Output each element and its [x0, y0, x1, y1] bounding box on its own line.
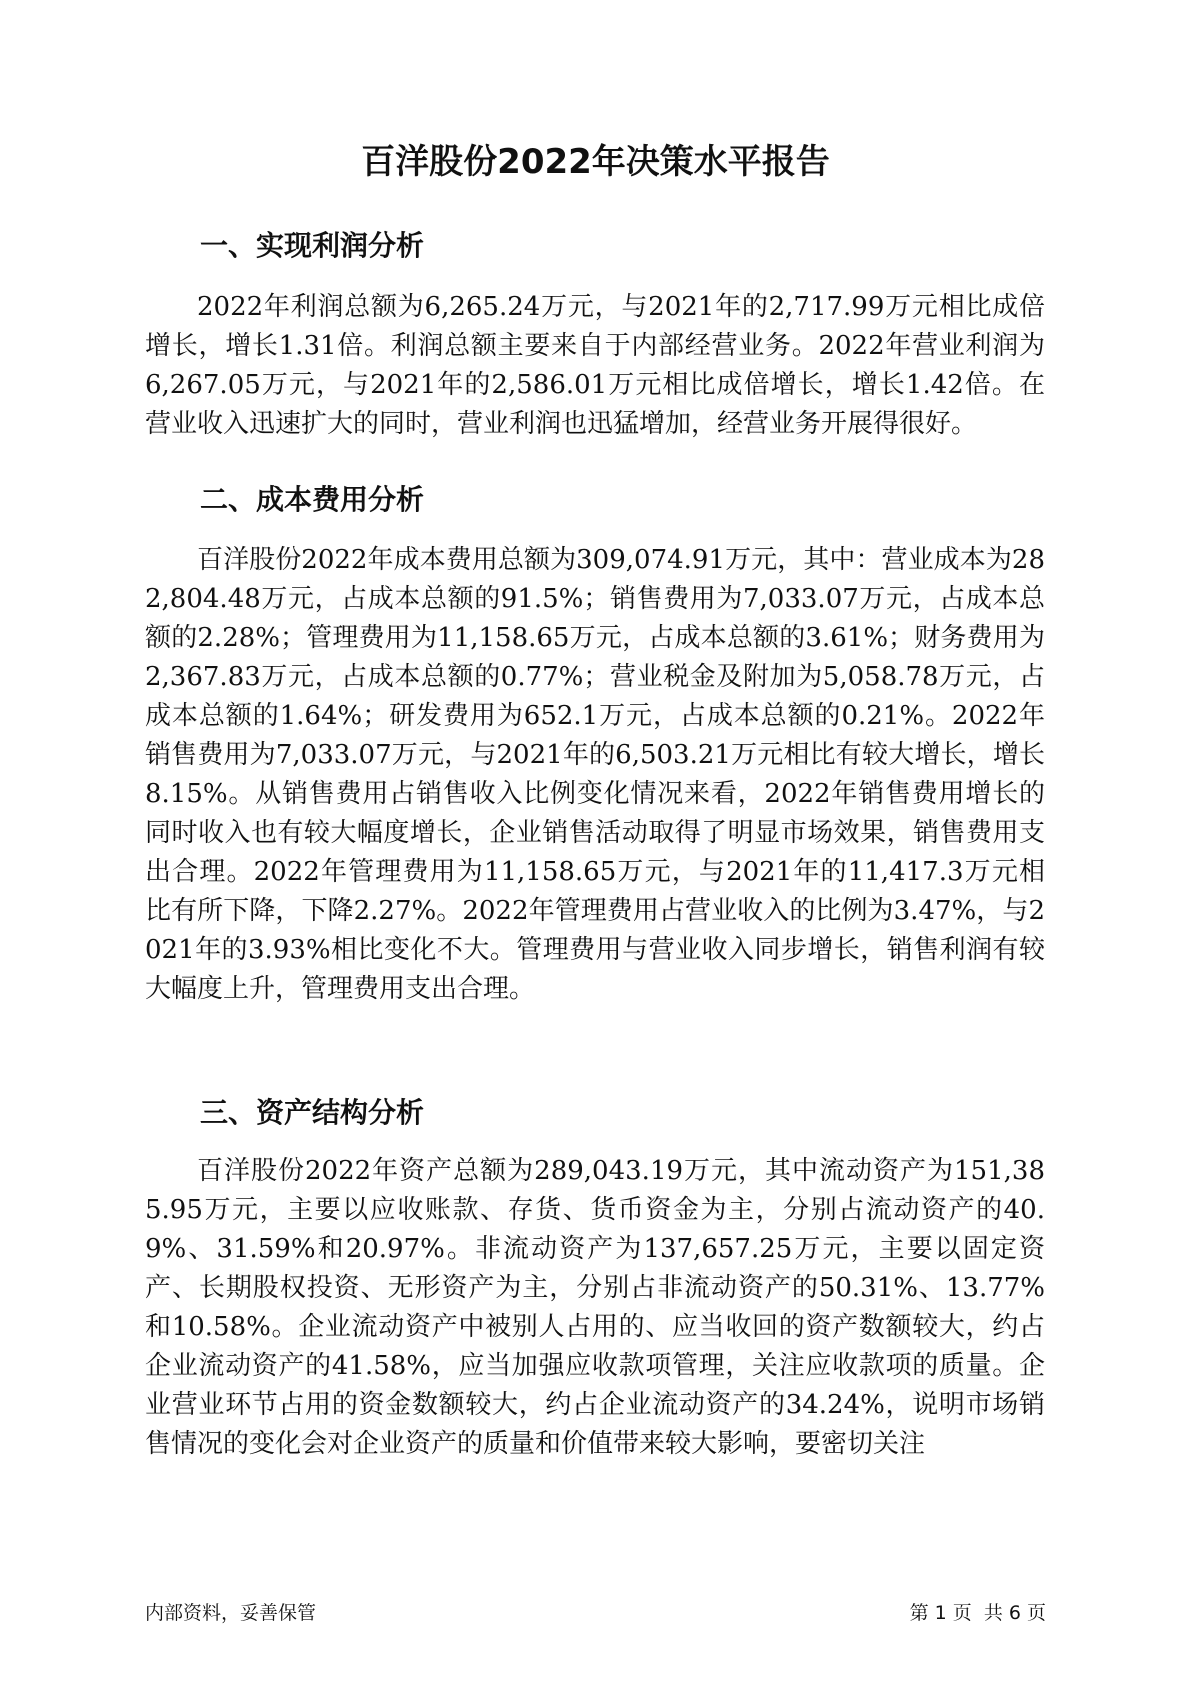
page-title: 百洋股份2022年决策水平报告	[361, 142, 830, 182]
footer-confidential-note: 内部资料，妥善保管	[145, 1602, 317, 1624]
section-body-cost: 百洋股份2022年成本费用总额为309,074.91万元，其中：营业成本为282,804.48万元，占成本总额的91.5%；销售费用为7,033.07万元，占成本总额的2.28%；管理费用为11,158.65万元，占成本总额的3.61%；财务费用为2,367.83万元，占成本总额的0.77%；营业税金及附加为5,058.78万元，占成本总额的1.64%；研发费用为652.1万元，占成本总额的0.21%。2022年销售费用为7,033.07万元，与2021年的6,503.21万元相比有较大增长，增长8.15%。从销售费用占销售收入比例变化情况来看，2022年销售费用增长的同时收入也有较大幅度增长，企业销售活动取得了明显市场效果，销售费用支出合理。2022年管理费用为11,158.65万元，与2021年的11,417.3万元相比有所下降，下降2.27%。2022年管理费用占营业收入的比例为3.47%，与2021年的3.93%相比变化不大。管理费用与营业收入同步增长，销售利润有较大幅度上升，管理费用支出合理。	[145, 545, 1045, 1004]
section-body-profit: 2022年利润总额为6,265.24万元，与2021年的2,717.99万元相比成倍增长，增长1.31倍。利润总额主要来自于内部经营业务。2022年营业利润为6,267.05万元，与2021年的2,586.01万元相比成倍增长，增长1.42倍。在营业收入迅速扩大的同时，营业利润也迅猛增加，经营业务开展得很好。	[145, 292, 1045, 439]
section-heading-assets: 三、资产结构分析	[200, 1096, 425, 1129]
section-heading-profit: 一、实现利润分析	[200, 229, 425, 262]
section-heading-cost: 二、成本费用分析	[200, 483, 425, 516]
section-body-assets: 百洋股份2022年资产总额为289,043.19万元，其中流动资产为151,385.95万元，主要以应收账款、存货、货币资金为主，分别占流动资产的40.9%、31.59%和20.97%。非流动资产为137,657.25万元，主要以固定资产、长期股权投资、无形资产为主，分别占非流动资产的50.31%、13.77%和10.58%。企业流动资产中被别人占用的、应当收回的资产数额较大，约占企业流动资产的41.58%，应当加强应收款项管理，关注应收款项的质量。企业营业环节占用的资金数额较大，约占企业流动资产的34.24%，说明市场销售情况的变化会对企业资产的质量和价值带来较大影响，要密切关注	[145, 1156, 1045, 1459]
footer-page-number: 第 1 页 共 6 页	[909, 1602, 1046, 1624]
